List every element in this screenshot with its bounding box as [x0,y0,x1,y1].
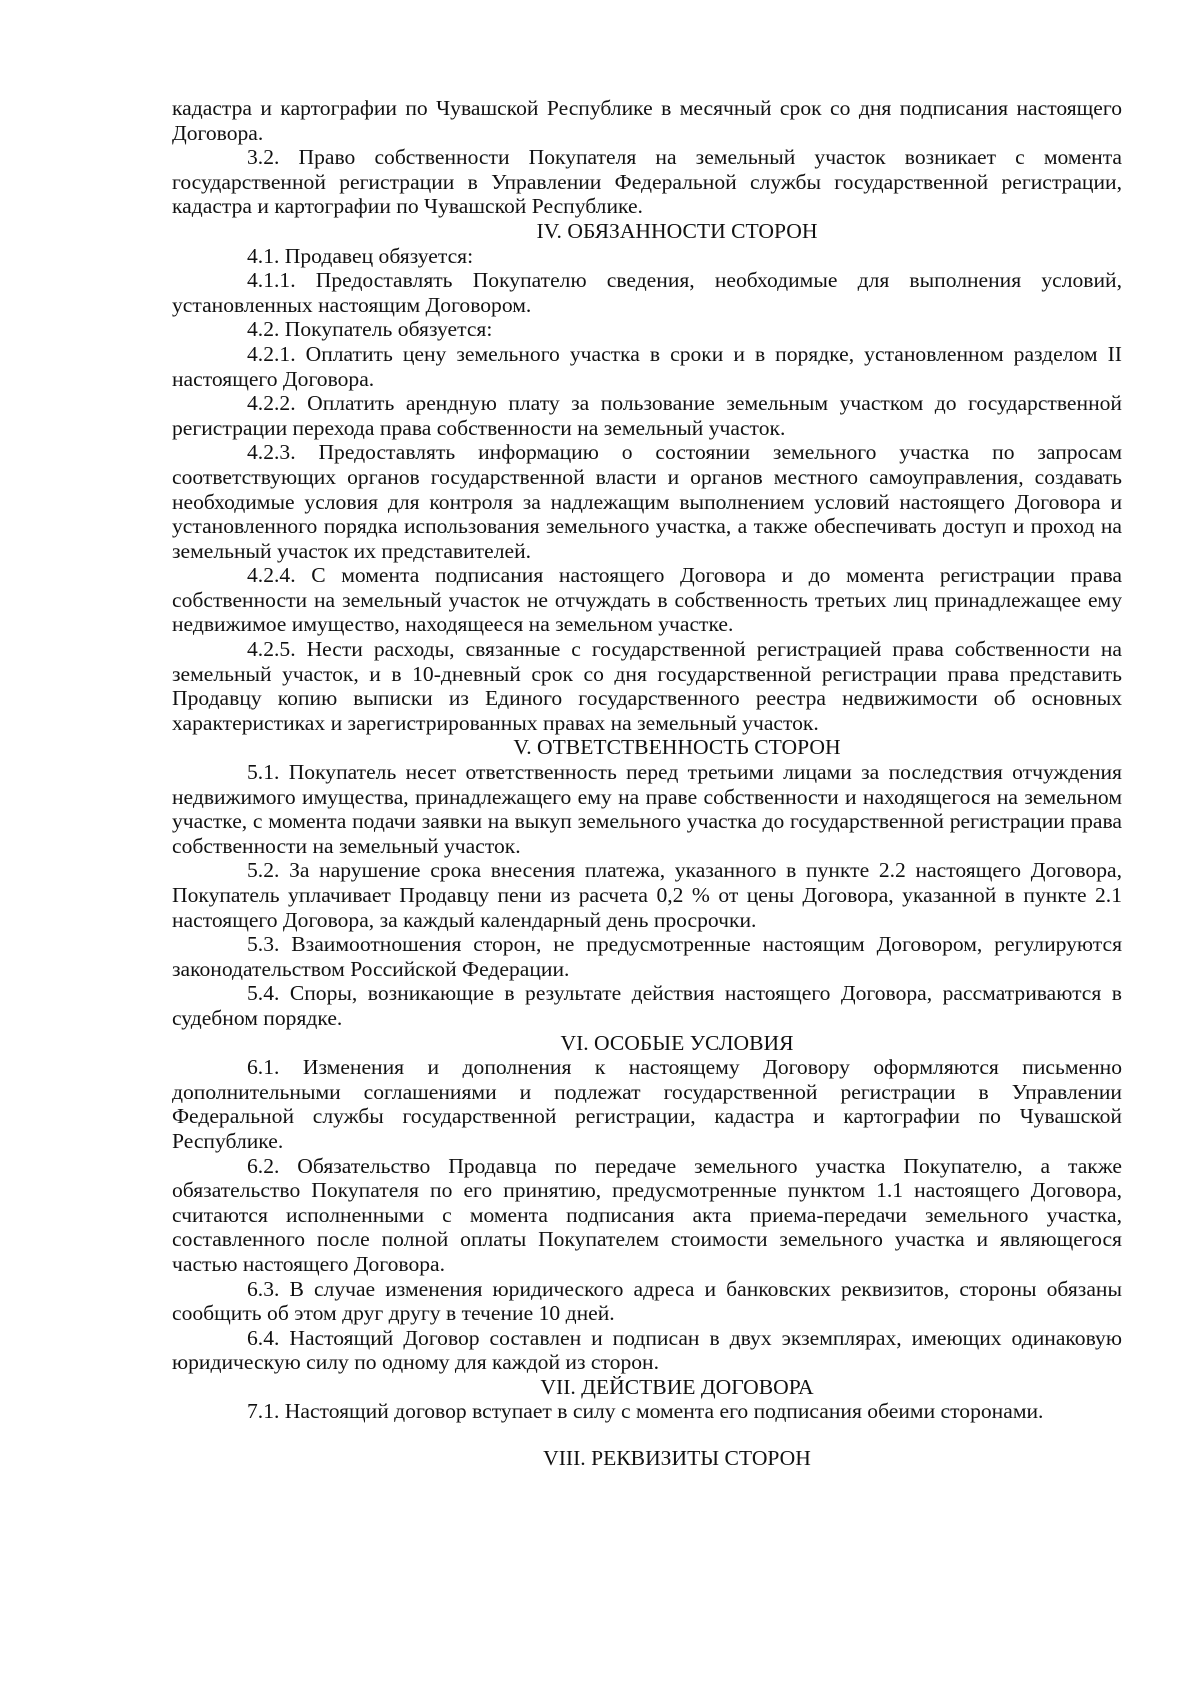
clause-6-4: 6.4. Настоящий Договор составлен и подписан в двух экземплярах, имеющих одинаковую юридическую силу по одному для каждой из сторон. [172,1325,1122,1375]
clause-4-1: 4.1. Продавец обязуется: [247,243,474,268]
clause-5-4: 5.4. Споры, возникающие в результате действия настоящего Договора, рассматриваются в судебном порядке. [172,981,1122,1030]
clause-7-1: 7.1. Настоящий договор вступает в силу с момента его подписания обеими сторонами. [247,1399,1044,1424]
clause-4-2-2: 4.2.2. Оплатить арендную плату за пользование земельным участком до государственной регистрации перехода права собственности на земельный участок. [172,391,1122,440]
paragraph-intro: кадастра и картографии по Чувашской Республике в месячный срок со дня подписания настоящего Договора. [172,96,1122,145]
clause-4-2-3: 4.2.3. Предоставлять информацию о состоянии земельного участка по запросам соответствующих органов государственной власти и органов местного самоуправления, создавать необходимые условия для контроля за надлежащим выполнением условий настоящего Договора и установленного порядка использования земельного участка, а также обеспечивать доступ и проход на земельный участок их представителей. [172,440,1122,563]
section-heading-viii: VIII. РЕКВИЗИТЫ СТОРОН [543,1446,811,1471]
clause-4-2-5: 4.2.5. Нести расходы, связанные с государственной регистрацией права собственности на земельный участок, и в 10-дневный срок со дня государственной регистрации права представить Продавцу копию выписки из Единого государственного реестра недвижимости об основных характеристиках и зарегистрированных правах на земельный участок. [172,637,1122,735]
clause-4-2-1: 4.2.1. Оплатить цену земельного участка в сроки и в порядке, установленном разделом II настоящего Договора. [172,341,1122,391]
section-heading-iv: IV. ОБЯЗАННОСТИ СТОРОН [536,218,818,243]
section-heading-vii: VII. ДЕЙСТВИЕ ДОГОВОРА [540,1374,814,1399]
section-heading-v: V. ОТВЕТСТВЕННОСТЬ СТОРОН [513,735,841,760]
clause-5-3: 5.3. Взаимоотношения сторон, не предусмотренные настоящим Договором, регулируются законодательством Российской Федерации. [172,932,1122,981]
section-heading-vi: VI. ОСОБЫЕ УСЛОВИЯ [560,1030,794,1055]
clause-6-1: 6.1. Изменения и дополнения к настоящему Договору оформляются письменно дополнительными соглашениями и подлежат государственной регистрации в Управлении Федеральной службы государственной регистрации, кадастра и картографии по Чувашской Республике. [172,1055,1122,1153]
clause-4-2: 4.2. Покупатель обязуется: [247,317,493,342]
clause-4-1-1: 4.1.1. Предоставлять Покупателю сведения, необходимые для выполнения условий, установленных настоящим Договором. [172,268,1122,317]
clause-4-2-4: 4.2.4. С момента подписания настоящего Договора и до момента регистрации права собственности на земельный участок не отчуждать в собственность третьих лиц принадлежащее ему недвижимое имущество, находящееся на земельном участке. [172,563,1122,637]
clause-5-1: 5.1. Покупатель несет ответственность перед третьими лицами за последствия отчуждения недвижимого имущества, принадлежащего ему на праве собственности и находящегося на земельном участке, с момента подачи заявки на выкуп земельного участка до государственной регистрации права собственности на земельный участок. [172,760,1122,858]
clause-6-3: 6.3. В случае изменения юридического адреса и банковских реквизитов, стороны обязаны сообщить об этом друг другу в течение 10 дней. [172,1276,1122,1326]
clause-3-2: 3.2. Право собственности Покупателя на земельный участок возникает с момента государственной регистрации в Управлении Федеральной службы государственной регистрации, кадастра и картографии по Чувашской Республике. [172,145,1122,219]
clause-6-2: 6.2. Обязательство Продавца по передаче земельного участка Покупателю, а также обязательство Покупателя по его принятию, предусмотренные пунктом 1.1 настоящего Договора, считаются исполненными с момента подписания акта приема-передачи земельного участка, составленного после полной оплаты Покупателем стоимости земельного участка и являющегося частью настоящего Договора. [172,1153,1122,1276]
clause-5-2: 5.2. За нарушение срока внесения платежа, указанного в пункте 2.2 настоящего Договора, Покупатель уплачивает Продавцу пени из расчета 0,2 % от цены Договора, указанной в пункте 2.1 настоящего Договора, за каждый календарный день просрочки. [172,858,1122,932]
contract-page [172,96,1122,1471]
